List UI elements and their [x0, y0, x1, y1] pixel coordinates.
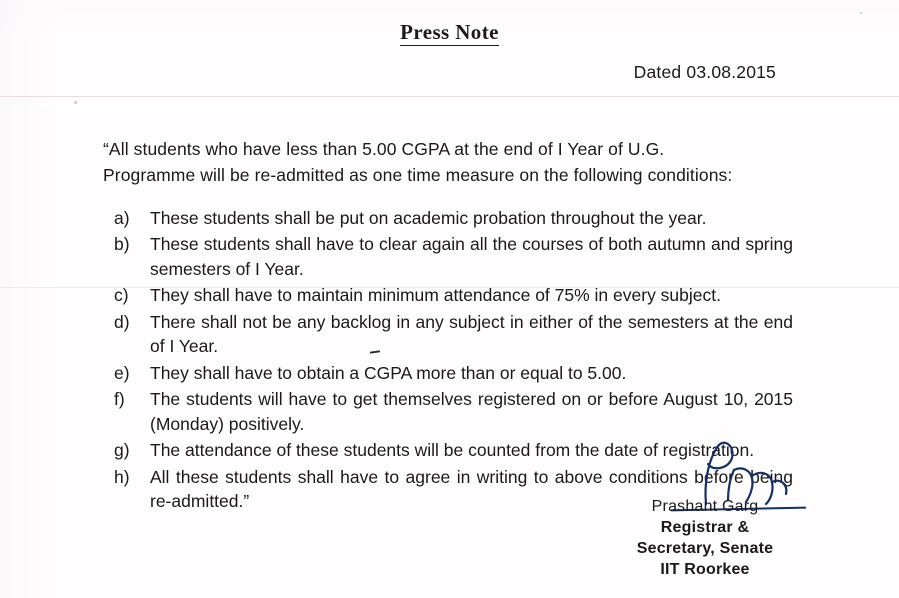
- list-item-marker: e): [114, 362, 130, 383]
- list-item: [103, 361, 793, 386]
- list-item-marker: h): [114, 466, 130, 487]
- signatory-organization: IIT Roorkee: [660, 561, 750, 578]
- list-item-marker: c): [114, 285, 129, 305]
- list-item: [103, 206, 793, 231]
- scan-artifact-speck: [860, 12, 862, 14]
- list-item-marker: a): [114, 207, 130, 228]
- lead-paragraph-line-2: Programme will be re-admitted as one time measure on the following conditions:: [103, 164, 733, 185]
- signatory-role-line-2: Secretary, Senate: [636, 540, 774, 557]
- signatory-name: Prashant Garg: [651, 498, 759, 515]
- list-item-text: They shall have to obtain a CGPA more than or equal to 5.00.: [150, 362, 627, 383]
- list-item-marker: b): [114, 234, 130, 254]
- list-item-text: All these students shall have to agree in writing to above conditions before being re-admitted.”: [150, 466, 793, 511]
- scan-artifact-line: [0, 96, 899, 97]
- page-title-text: Press Note: [400, 20, 499, 44]
- list-item-marker: g): [114, 440, 130, 460]
- list-item-text: There shall not be any backlog in any subject in either of the semesters at the end of I Year.: [150, 311, 793, 356]
- list-item-text: They shall have to maintain minimum attendance of 75% in every subject.: [150, 285, 721, 305]
- signatory-role-line-1: Registrar &: [660, 519, 750, 536]
- list-item-marker: d): [114, 311, 130, 332]
- list-item-marker: f): [114, 389, 125, 409]
- list-item-text: These students shall have to clear again all the courses of both autumn and spring semesters of I Year.: [150, 234, 793, 279]
- list-item: [103, 310, 793, 359]
- list-item: [103, 232, 793, 281]
- list-item: [103, 283, 793, 308]
- list-item-text: These students shall be put on academic probation throughout the year.: [150, 207, 707, 228]
- list-item: [103, 387, 793, 436]
- signoff-block: [560, 496, 850, 580]
- lead-paragraph-line-1: “All students who have less than 5.00 CGPA at the end of I Year of U.G.: [103, 138, 665, 159]
- list-item-text: The students will have to get themselves registered on or before August 10, 2015 (Monday) positively.: [150, 389, 793, 434]
- list-item-text: The attendance of these students will be counted from the date of registration.: [150, 440, 755, 460]
- page-title: [0, 20, 899, 45]
- date-line: Dated 03.08.2015: [633, 62, 776, 82]
- scan-artifact-speck: [74, 101, 77, 104]
- lead-paragraph: [103, 136, 793, 188]
